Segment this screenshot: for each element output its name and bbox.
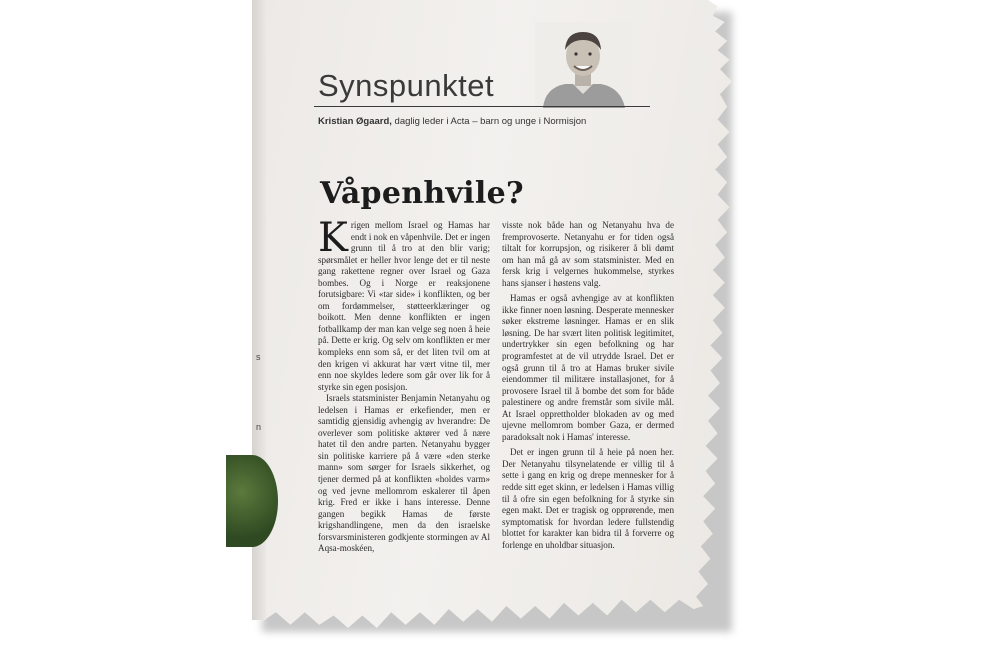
article-column-1: [318, 215, 490, 555]
paragraph: Israels statsminister Benjamin Netanyahu og ledelsen i Hamas er erkefiender, men er samtidig gjensidig avhengig av hverandre: De overlever som politiske aktører ved å nære hatet til den andre parten. Netanyahu bygger sin politiske karriere på å være «den sterke mann» som sørger for Israels sikkerhet, og tjener dermed på at konflikten «holdes varm» og ved jevne mellomrom eskalerer til åpen krig. Fred er ikke i hans interesse. Denne gangen begikk Hamas de første krigshandlingene, men da den israelske forsvarsministeren godkjente stormingen av Al Aqsa-moskéen,: [318, 393, 490, 554]
section-title: Synspunktet: [318, 68, 495, 103]
author-role: daglig leder i Acta – barn og unge i Normisjon: [391, 116, 587, 127]
paragraph: Hamas er også avhengige av at konflikten ikke finner noen løsning. Desperate mennesker søker ekstreme løsninger. Hamas er en slik løsning. De har svært liten politisk legitimitet, undertrykker sin egen befolkning og har programfestet at de vil utrydde Israel. Det er også grunn til å tro at Hamas bruker sivile eiendommer til militære installasjonet, for å provosere Israel til å bombe det som for både palestinere og andre fremstår som sivile mål. At Israel opprettholder blokaden av og med ujevne mellomrom bomber Gaza, er dermed paradoksalt nok i Hamas' interesse.: [502, 293, 674, 442]
left-margin-fragment: n: [256, 422, 262, 432]
drop-cap: K: [318, 215, 348, 261]
author-portrait: [535, 22, 631, 108]
paragraph: visste nok både han og Netanyahu hva de fremprovoserte. Netanyahu er for tiden også tiltalt for korrupsjon, og risikerer å bli dømt om han må gå av som statsminister. Med en fersk krig i velgernes hukommelse, styrkes hans sjanser i høstens valg.: [502, 220, 674, 288]
byline: [318, 116, 586, 127]
paragraph: Det er ingen grunn til å heie på noen her. Der Netanyahu tilsynelatende er villig til å sette i gang en krig og drepe mennesker for å redde sitt eget skinn, er ledelsen i Hamas villig til å ofre sin egen befolkning for å styrke sin egen makt. Det er tragisk og opprørende, men symptomatisk for hvordan ledere fullstendig blottet for karakter kan bidra til å forverre og forlenge en uholdbar situasjon.: [502, 447, 674, 550]
left-margin-fragment: s: [256, 352, 261, 362]
author-name: Kristian Øgaard,: [318, 116, 392, 127]
header-rule: [314, 106, 650, 107]
adjacent-photo-fragment: [226, 455, 278, 547]
author-portrait-image: [535, 22, 631, 108]
article-column-2: [502, 220, 674, 551]
headline: Våpenhvile?: [320, 176, 524, 211]
paragraph: Krigen mellom Israel og Hamas har endt i nok en våpenhvile. Det er ingen grunn til å tro at den blir varig; spørsmålet er heller hvor lenge det er til neste gang rakettene regner over Israel og Gaza bombes. Og i Norge er reaksjonene forutsigbare: Vi «tar side» i konflikten, og ber om fordømmelser, støtteerklæringer og boikott. Men denne konflikten er ingen fotballkamp der man kan velge seg noen å heie på. Dette er krig. Og selv om konflikten er mer kompleks enn som så, er det liten tvil om at den krigen vi akkurat har vært vitne til, mer enn noe skyldes ledere som går over lik for å styrke sin egen posisjon.: [318, 215, 490, 392]
